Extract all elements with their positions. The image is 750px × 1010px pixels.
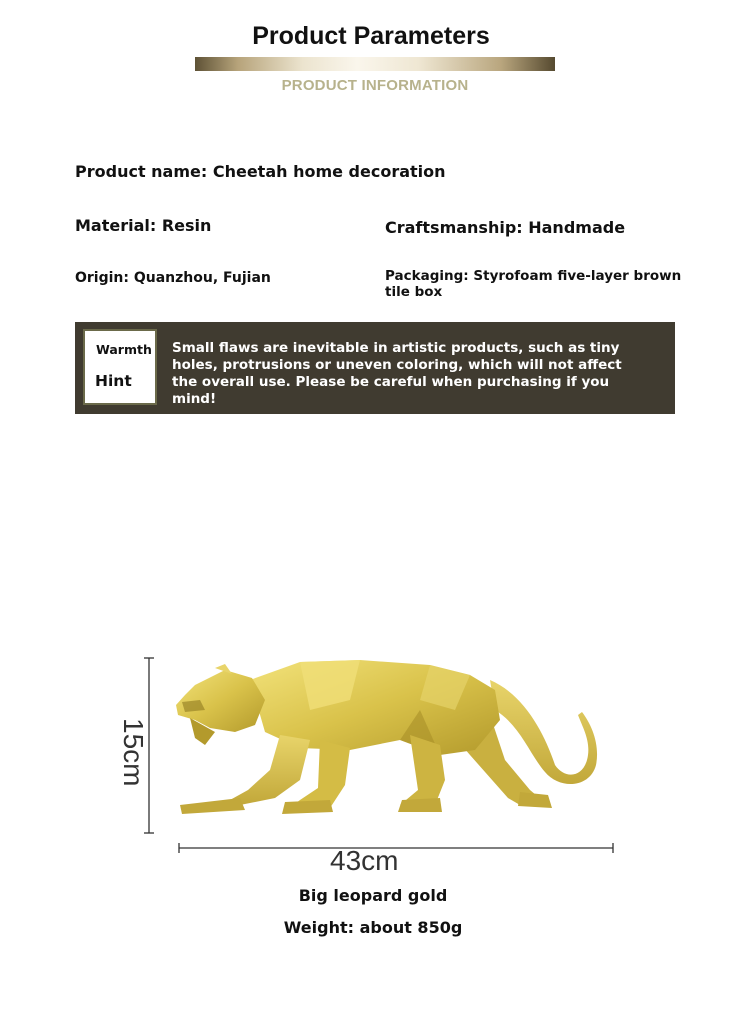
hint-badge-title: Warmth xyxy=(96,342,152,357)
param-origin: Origin: Quanzhou, Fujian xyxy=(75,270,271,286)
param-product-name: Product name: Cheetah home decoration xyxy=(75,162,446,181)
hint-text: Small flaws are inevitable in artistic products, such as tiny holes, protrusions or uneven coloring, which will not affect the overall use. Please be careful when purchasing if you mind! xyxy=(172,340,622,407)
page-subtitle: PRODUCT INFORMATION xyxy=(281,77,469,94)
param-packaging: Packaging: Styrofoam five-layer brown tile box xyxy=(385,268,682,300)
product-caption-name: Big leopard gold xyxy=(298,886,448,905)
title-underline-bar xyxy=(195,57,555,71)
page-title: Product Parameters xyxy=(252,22,490,50)
height-label: 15cm xyxy=(118,718,149,787)
hint-badge xyxy=(83,329,157,405)
param-craftsmanship: Craftsmanship: Handmade xyxy=(385,218,626,237)
length-label: 43cm xyxy=(330,845,399,876)
param-material: Material: Resin xyxy=(75,216,212,235)
product-caption-weight: Weight: about 850g xyxy=(283,918,463,937)
hint-badge-subtitle: Hint xyxy=(95,372,132,390)
cheetah-figurine-image xyxy=(0,640,750,870)
